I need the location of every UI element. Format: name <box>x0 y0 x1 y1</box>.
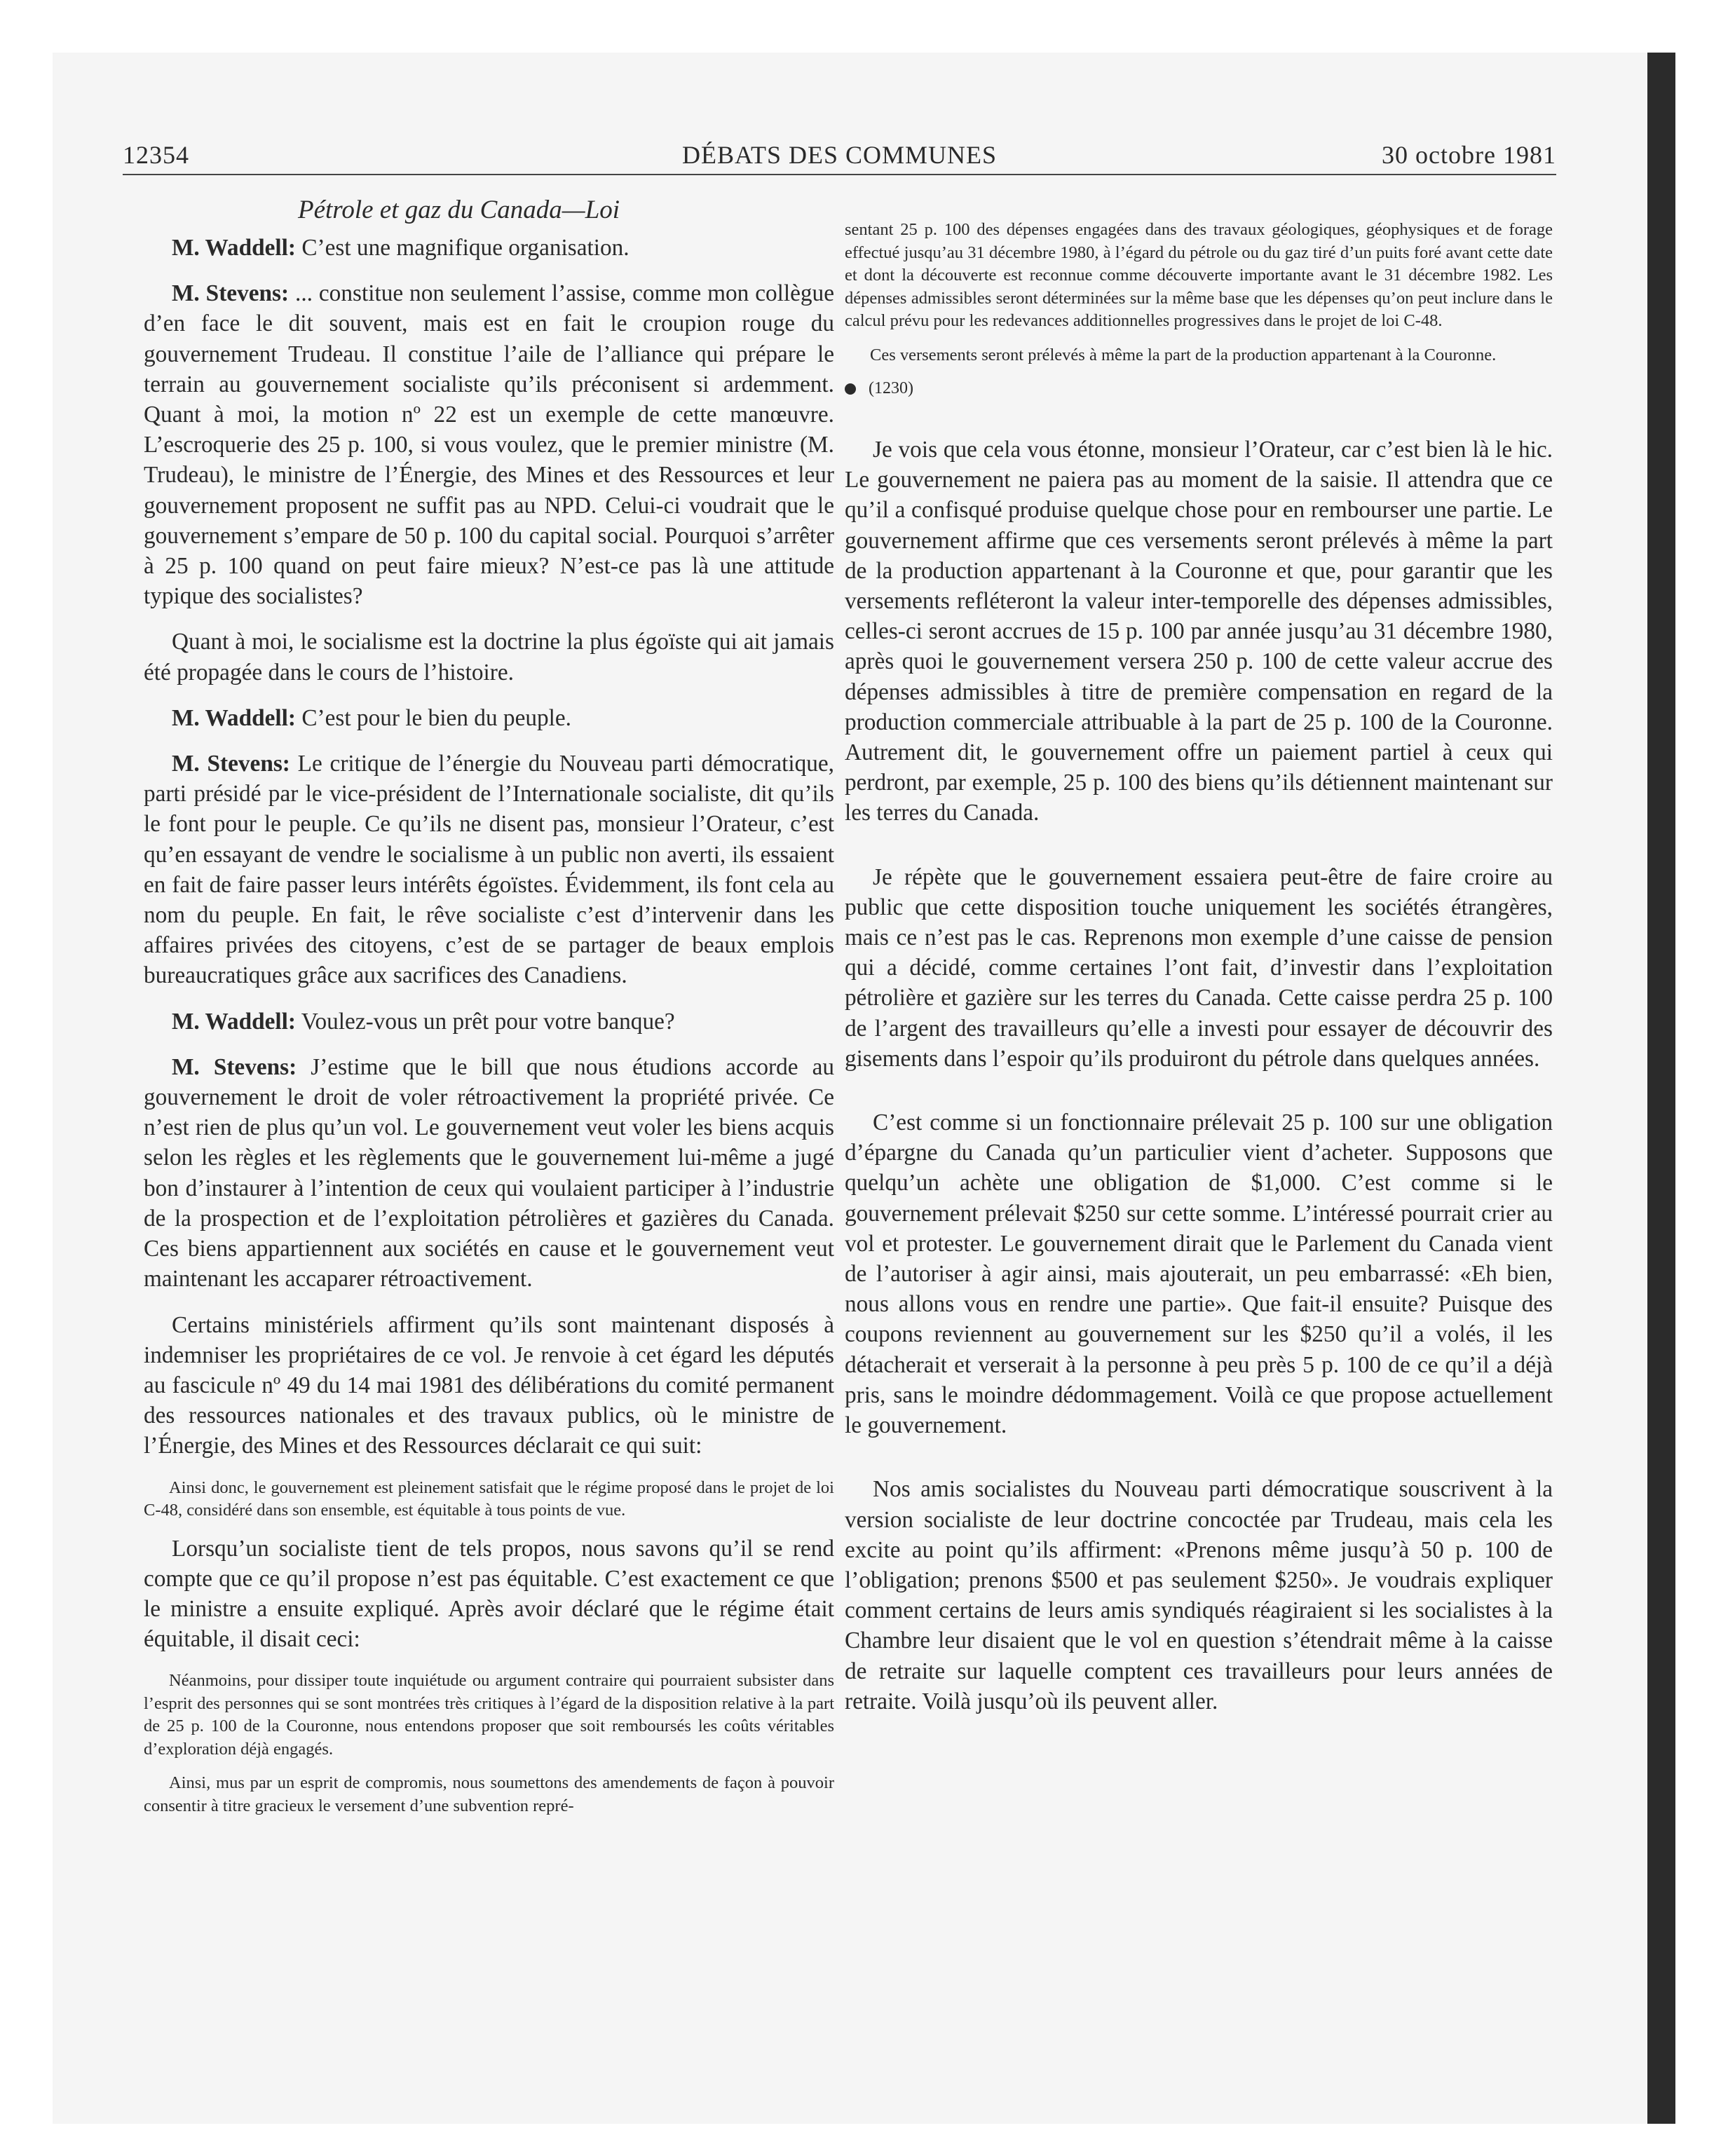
quoted-passage: Néanmoins, pour dissiper toute inquiétude ou argument contraire qui pourraient subsister dans l’esprit des personnes qui se sont montrées très critiques à l’égard de la disposition relative à la part de 25 p. 100 de la Couronne, nous entendons proposer que soit remboursés les coûts véritables d’exploration déjà engagés. <box>144 1671 834 1759</box>
publication-title: DÉBATS DES COMMUNES <box>681 141 998 169</box>
speech-text: ... constitue non seulement l’assise, comme mon collègue d’en face le dit souvent, mais est en fait le croupion rouge du gouvernement Trudeau. Il constitue l’aile de l’alliance qui prépare le terrain au gouvernement socialiste qu’ils préconisent si ardemment. Quant à moi, la motion nº 22 est un exemple de cette manœuvre. L’escroquerie des 25 p. 100, si vous voulez, que le premier ministre (M. Trudeau), le ministre de l’Énergie, des Mines et des Ressources et leur gouvernement proposent ne suffit pas au NPD. Celui-ci voudrait que le gouvernement s’empare de 50 p. 100 du capital social. Pourquoi s’arrêter à 25 p. 100 quand on peut faire mieux? N’est-ce pas là une attitude typique des socialistes? <box>144 280 834 610</box>
body-paragraph: Nos amis socialistes du Nouveau parti démocratique souscrivent à la version socialiste de leur doctrine concoctée par Trudeau, mais cela les excite au point qu’ils affirment: «Prenons même jusqu’à 50 p. 100 de l’obligation; prenons $500 et pas seulement $250». Je voudrais expliquer comment certains de leurs amis syndiqués réagiraient si les socialistes à la Chambre leur disaient que le vol en question s’étendrait même à la caisse de retraite sur laquelle comptent ces travailleurs pour leurs années de retraite. Voilà jusqu’où ils peuvent aller. <box>845 1476 1553 1714</box>
quoted-passage: Ainsi donc, le gouvernement est pleinement satisfait que le régime proposé dans le projet de loi C-48, considéré dans son ensemble, est équitable à tous points de vue. <box>144 1478 834 1520</box>
body-paragraph: C’est comme si un fonctionnaire prélevait 25 p. 100 sur une obligation d’épargne du Canada qu’un particulier vient d’acheter. Supposons que quelqu’un achète une obligation de $1,000. C’est comme si le gouvernement prélevait $250 sur cette somme. L’intéressé pourrait crier au vol et protester. Le gouvernement dirait que le Parlement du Canada vient de l’autoriser à agir ainsi, mais ajouterait, un peu embarrassé: «Eh bien, nous allons vous en rendre une partie». Que fait-il ensuite? Puisque des coupons reviennent au gouvernement sur les $250 qu’il a volés, il les détacherait et verserait à la personne à peu près 5 p. 100 de ce qu’il a déjà pris, sans le moindre dédommagement. Voilà ce que propose actuellement le gouvernement. <box>845 1110 1553 1439</box>
speaker-name: M. Waddell: <box>172 235 296 261</box>
speaker-name: M. Waddell: <box>172 704 296 731</box>
speech-text: Voulez-vous un prêt pour votre banque? <box>301 1008 675 1035</box>
running-title: Pétrole et gaz du Canada—Loi <box>298 196 620 224</box>
speech-paragraph <box>144 278 834 611</box>
speech-paragraph <box>144 1007 834 1037</box>
scan-edge-bar <box>1647 53 1675 2124</box>
speech-text: J’estime que le bill que nous étudions accorde au gouvernement le droit de voler rétroactivement la propriété privée. Ce n’est rien de plus qu’un vol. Le gouvernement veut voler les biens acquis selon les règles et les règlements que le gouvernement lui-même a jugé bon d’instaurer à l’intention de ceux qui voulaient participer à l’industrie de la prospection et de l’exploitation pétrolières et gazières du Canada. Ces biens appartiennent aux sociétés en cause et le gouvernement veut maintenant les accaparer rétroactivement. <box>144 1053 835 1292</box>
quoted-passage: Ainsi, mus par un esprit de compromis, nous soumettons des amendements de façon à pouvoir consentir à titre gracieux le versement d’une subvention repré- <box>144 1773 834 1815</box>
page-header <box>123 140 1556 175</box>
speech-text: C’est une magnifique organisation. <box>301 235 630 261</box>
bullet-icon <box>845 383 856 395</box>
speaker-name: M. Stevens: <box>172 751 290 777</box>
body-paragraph: Quant à moi, le socialisme est la doctrine la plus égoïste qui ait jamais été propagée dans le cours de l’histoire. <box>144 629 834 685</box>
timecode-marker <box>845 379 1553 398</box>
speaker-name: M. Stevens: <box>172 280 290 307</box>
right-column <box>845 219 1553 1732</box>
body-paragraph: Je vois que cela vous étonne, monsieur l’Orateur, car c’est bien là le hic. Le gouvernement ne paiera pas au moment de la saisie. Il attendra que ce qu’il a confisqué produise quelque chose pour en rembourser une partie. Le gouvernement affirme que ces versements seront prélevés à même la part de la production appartenant à la Couronne et que, pour garantir que les versements refléteront la valeur inter-temporelle des dépenses admissibles, celles-ci seront accrues de 15 p. 100 par année jusqu’au 31 décembre 1980, après quoi le gouvernement versera 250 p. 100 de cette valeur accrue des dépenses admissibles à titre de première compensation en regard de la production commerciale attribuable à la part de 25 p. 100 de la Couronne. Autrement dit, le gouvernement offre un paiement partiel à ceux qui perdront, par exemple, 25 p. 100 des biens qu’ils détiennent maintenant sur les terres du Canada. <box>845 437 1553 826</box>
speech-paragraph <box>144 1052 834 1295</box>
speech-paragraph <box>144 703 834 733</box>
page-date: 30 octobre 1981 <box>1382 141 1556 169</box>
speech-text: Le critique de l’énergie du Nouveau parti démocratique, parti présidé par le vice-président de l’Internationale socialiste, dit qu’ils le font pour le peuple. Ce qu’ils ne disent pas, monsieur l’Orateur, c’est qu’en essayant de vendre le socialisme à un public non averti, ils essaient en fait de faire passer leurs intérêts égoïstes. Évidemment, ils font cela au nom du peuple. En fait, le rêve socialiste c’est d’intervenir dans les affaires privées des citoyens, c’est de se partager de beaux emplois bureaucratiques grâce aux sacrifices des Canadiens. <box>144 751 834 989</box>
speech-paragraph <box>144 233 834 263</box>
body-paragraph: Je répète que le gouvernement essaiera peut-être de faire croire au public que cette disposition touche uniquement les sociétés étrangères, mais ce n’est pas le cas. Reprenons mon exemple d’une caisse de pension qui a décidé, comme certaines l’ont fait, d’investir dans l’exploitation pétrolière et gazière sur les terres du Canada. Cette caisse perdra 25 p. 100 de l’argent des travailleurs qu’elle a investi pour essayer de découvrir des gisements dans l’espoir qu’ils produiront du pétrole dans quelques années. <box>845 864 1553 1072</box>
left-column <box>144 195 834 1829</box>
timecode-text: (1230) <box>869 379 913 397</box>
header-rule <box>123 174 1556 175</box>
speaker-name: M. Stevens: <box>172 1053 297 1080</box>
speech-paragraph <box>144 749 834 991</box>
body-paragraph: Certains ministériels affirment qu’ils sont maintenant disposés à indemniser les propriétaires de ce vol. Je renvoie à cet égard les députés au fascicule nº 49 du 14 mai 1981 des délibérations du comité permanent des ressources nationales et des travaux publics, où le ministre de l’Énergie, des Mines et des Ressources déclarait ce qui suit: <box>144 1311 834 1459</box>
body-paragraph: Lorsqu’un socialiste tient de tels propos, nous savons qu’il se rend compte que ce qu’il propose n’est pas équitable. C’est exactement ce que le ministre a ensuite expliqué. Après avoir déclaré que le régime était équitable, il disait ceci: <box>144 1535 834 1653</box>
speaker-name: M. Waddell: <box>172 1008 296 1035</box>
quoted-passage: Ces versements seront prélevés à même la part de la production appartenant à la Couronne. <box>870 345 1497 364</box>
page-number: 12354 <box>123 141 189 169</box>
speech-text: C’est pour le bien du peuple. <box>301 704 571 731</box>
quoted-passage-continued: sentant 25 p. 100 des dépenses engagées dans des travaux géologiques, géophysiques et de forage effectué jusqu’au 31 décembre 1980, à l’égard du pétrole ou du gaz tiré d’un puits foré avant cette date et dont la découverte est reconnue comme découverte importante avant le 31 décembre 1982. Les dépenses admissibles seront déterminées sur la même base que les dépenses qu’on peut inclure dans le calcul prévu pour les redevances additionnelles progressives dans le projet de loi C-48. <box>845 220 1553 330</box>
